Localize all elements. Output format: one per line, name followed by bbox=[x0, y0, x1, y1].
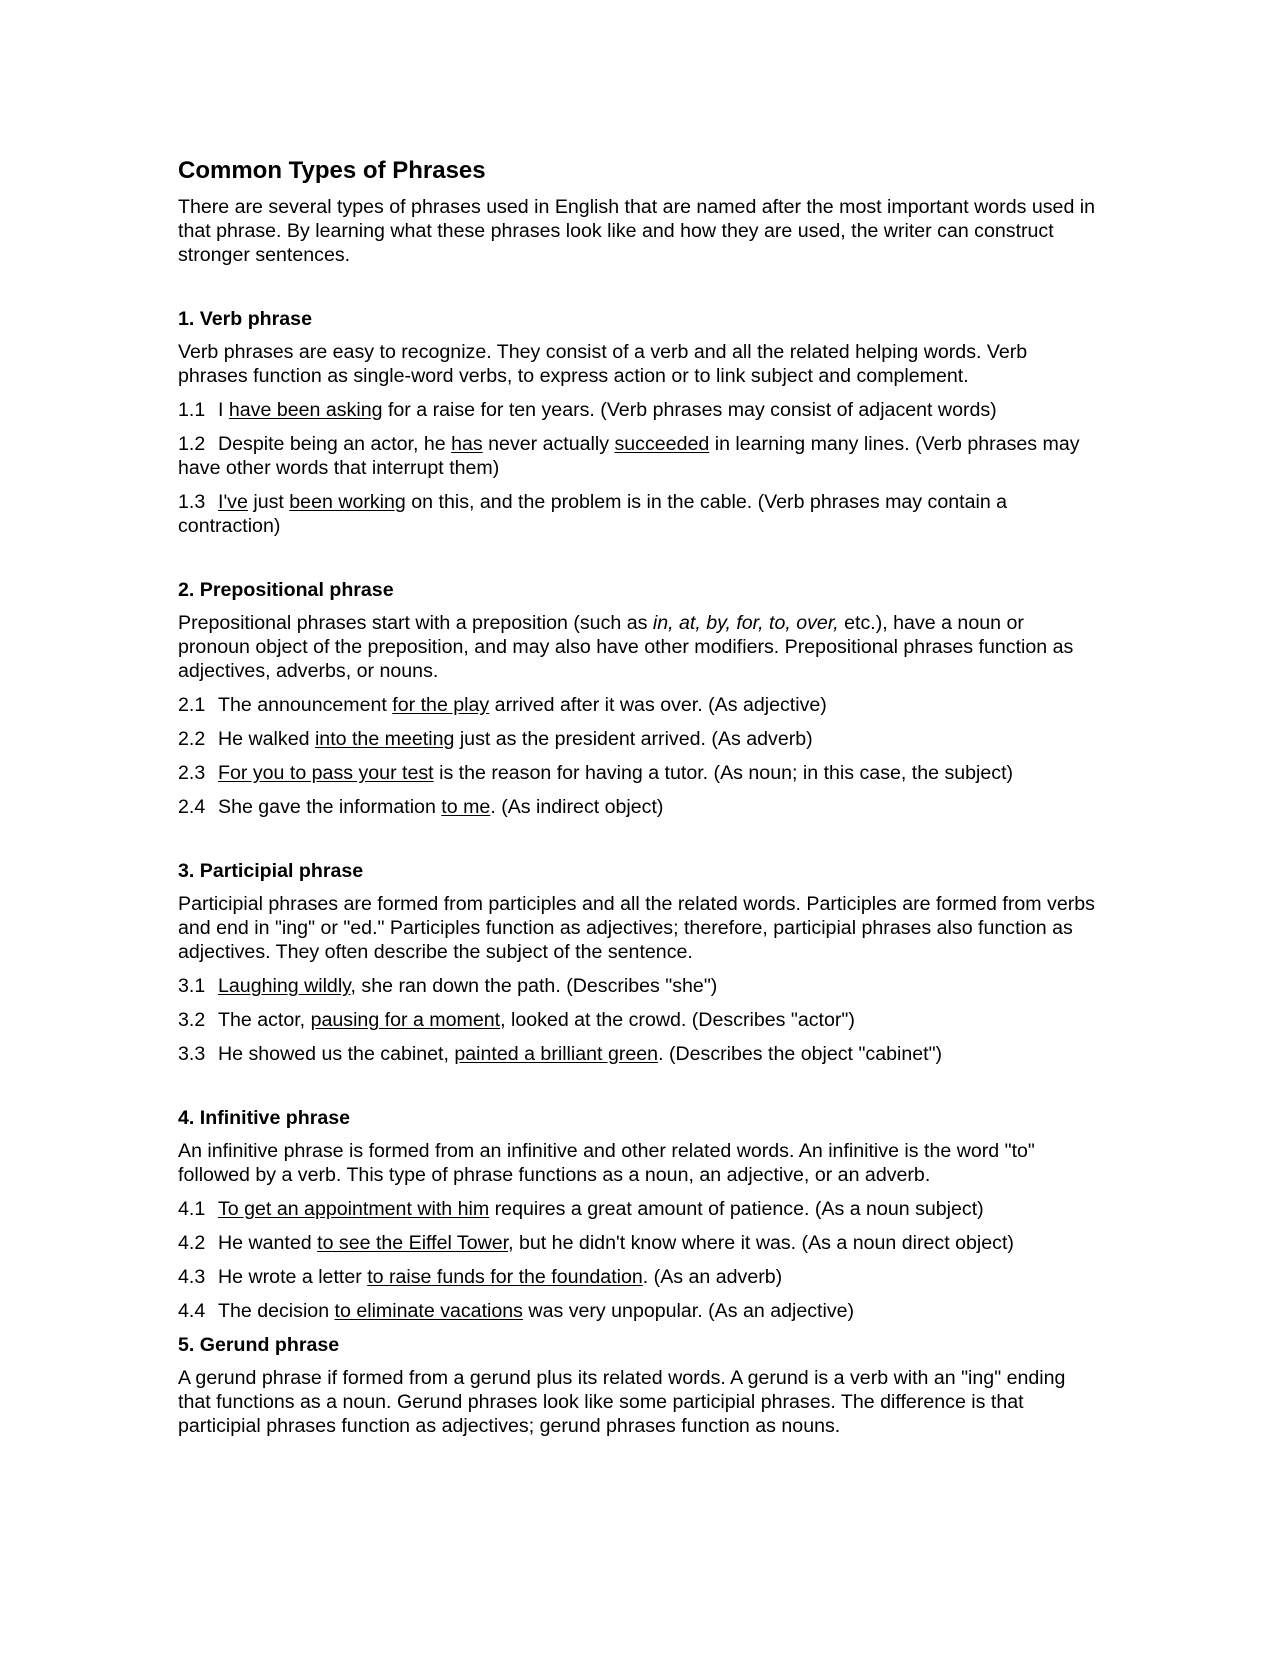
text-run: . (As indirect object) bbox=[490, 796, 664, 818]
text-run: , she ran down the path. (Describes "she") bbox=[350, 975, 718, 997]
example-sentence bbox=[178, 727, 1098, 751]
section-heading: 3. Participial phrase bbox=[178, 860, 364, 882]
underlined-phrase: to eliminate vacations bbox=[334, 1300, 523, 1322]
text-run: Despite being an actor, he bbox=[218, 433, 452, 455]
text-run: , but he didn't know where it was. (As a noun direct object) bbox=[508, 1232, 1014, 1254]
text-run: on this, and the problem is in the cable. (Verb phrases may contain a contraction) bbox=[178, 491, 1008, 537]
section bbox=[178, 578, 1098, 819]
example-sentence bbox=[178, 761, 1098, 785]
example-sentence bbox=[178, 1265, 1098, 1289]
sections-container bbox=[178, 277, 1098, 1438]
italic-text: in, at, by, for, to, over, bbox=[652, 612, 839, 634]
underlined-phrase: pausing for a moment bbox=[310, 1009, 501, 1031]
section bbox=[178, 1333, 1098, 1438]
text-run: The announcement bbox=[218, 694, 393, 716]
text-run: , looked at the crowd. (Describes "actor") bbox=[500, 1009, 855, 1031]
example-sentence bbox=[178, 1197, 1098, 1221]
example-number: 4.3 bbox=[178, 1266, 206, 1288]
example-number: 4.1 bbox=[178, 1198, 206, 1220]
underlined-phrase: to see the Eiffel Tower bbox=[317, 1232, 509, 1254]
section-spacer bbox=[178, 548, 1098, 578]
underlined-phrase: has bbox=[451, 433, 483, 455]
underlined-phrase: For you to pass your test bbox=[218, 762, 434, 784]
example-sentence bbox=[178, 795, 1098, 819]
section bbox=[178, 1106, 1098, 1323]
example-sentence bbox=[178, 490, 1098, 538]
example-sentence bbox=[178, 1008, 1098, 1032]
text-run: etc.), have a noun or pronoun object of the preposition, and may also have other modifiers. Prepositional phrases function as adjectives, adverbs, or nouns. bbox=[178, 612, 1074, 682]
example-number: 3.3 bbox=[178, 1043, 206, 1065]
underlined-phrase: been working bbox=[289, 491, 406, 513]
section bbox=[178, 859, 1098, 1066]
example-number: 2.3 bbox=[178, 762, 206, 784]
section-description bbox=[178, 611, 1098, 683]
example-number: 2.4 bbox=[178, 796, 206, 818]
section-spacer bbox=[178, 277, 1098, 307]
section-description: An infinitive phrase is formed from an infinitive and other related words. An infinitive is the word "to" followed by a verb. This type of phrase functions as a noun, an adjective, or an adverb. bbox=[178, 1140, 1035, 1186]
section-heading: 2. Prepositional phrase bbox=[178, 579, 394, 601]
section-spacer bbox=[178, 1076, 1098, 1106]
underlined-phrase: To get an appointment with him bbox=[218, 1198, 490, 1220]
underlined-phrase: have been asking bbox=[228, 399, 383, 421]
example-number: 4.2 bbox=[178, 1232, 206, 1254]
section-heading: 1. Verb phrase bbox=[178, 308, 312, 330]
text-run: I bbox=[218, 399, 229, 421]
underlined-phrase: to raise funds for the foundation bbox=[367, 1266, 643, 1288]
text-run: arrived after it was over. (As adjective) bbox=[489, 694, 827, 716]
text-run: He showed us the cabinet, bbox=[218, 1043, 455, 1065]
section-heading: 5. Gerund phrase bbox=[178, 1334, 340, 1356]
underlined-phrase: to me bbox=[441, 796, 491, 818]
example-sentence bbox=[178, 1299, 1098, 1323]
underlined-phrase: painted a brilliant green bbox=[454, 1043, 659, 1065]
text-run: He wanted bbox=[218, 1232, 318, 1254]
example-sentence bbox=[178, 398, 1098, 422]
text-run: . (Describes the object "cabinet") bbox=[658, 1043, 943, 1065]
section-description: Verb phrases are easy to recognize. They consist of a verb and all the related helping words. Verb phrases function as single-word verbs, to express action or to link subject and complement. bbox=[178, 341, 1028, 387]
text-run: for a raise for ten years. (Verb phrases may consist of adjacent words) bbox=[382, 399, 997, 421]
section-heading: 4. Infinitive phrase bbox=[178, 1107, 351, 1129]
text-run: just bbox=[247, 491, 290, 513]
example-number: 2.1 bbox=[178, 694, 206, 716]
text-run: never actually bbox=[482, 433, 615, 455]
example-sentence bbox=[178, 974, 1098, 998]
example-number: 2.2 bbox=[178, 728, 206, 750]
example-sentence bbox=[178, 693, 1098, 717]
text-run: requires a great amount of patience. (As a noun subject) bbox=[489, 1198, 984, 1220]
document-content bbox=[178, 156, 1098, 1448]
example-number: 1.3 bbox=[178, 491, 206, 513]
intro-paragraph: There are several types of phrases used in English that are named after the most important words used in that phrase. By learning what these phrases look like and how they are used, the writer can construct stronger sentences. bbox=[178, 196, 1096, 266]
underlined-phrase: for the play bbox=[392, 694, 490, 716]
text-run: was very unpopular. (As an adjective) bbox=[522, 1300, 855, 1322]
example-number: 1.2 bbox=[178, 433, 206, 455]
example-sentence bbox=[178, 432, 1098, 480]
section-description: Participial phrases are formed from participles and all the related words. Participles are formed from verbs and end in "ing" or "ed." Participles function as adjectives; therefore, participial phrases also function as adjectives. They often describe the subject of the sentence. bbox=[178, 893, 1095, 963]
example-number: 4.4 bbox=[178, 1300, 206, 1322]
underlined-phrase: I've bbox=[218, 491, 248, 513]
example-sentence bbox=[178, 1231, 1098, 1255]
page-title: Common Types of Phrases bbox=[178, 157, 486, 184]
example-number: 3.2 bbox=[178, 1009, 206, 1031]
section-description: A gerund phrase if formed from a gerund plus its related words. A gerund is a verb with an "ing" ending that functions as a noun. Gerund phrases look like some participial phrases. The difference is that participial phrases function as adjectives; gerund phrases function as nouns. bbox=[178, 1367, 1066, 1437]
example-number: 1.1 bbox=[178, 399, 206, 421]
section-spacer bbox=[178, 829, 1098, 859]
underlined-phrase: into the meeting bbox=[314, 728, 455, 750]
example-sentence bbox=[178, 1042, 1098, 1066]
text-run: . (As an adverb) bbox=[642, 1266, 783, 1288]
text-run: The decision bbox=[218, 1300, 335, 1322]
section bbox=[178, 307, 1098, 538]
underlined-phrase: Laughing wildly bbox=[218, 975, 351, 997]
text-run: He walked bbox=[218, 728, 315, 750]
text-run: just as the president arrived. (As adverb) bbox=[454, 728, 813, 750]
example-number: 3.1 bbox=[178, 975, 206, 997]
text-run: Prepositional phrases start with a preposition (such as bbox=[178, 612, 653, 634]
text-run: The actor, bbox=[218, 1009, 311, 1031]
text-run: She gave the information bbox=[218, 796, 442, 818]
text-run: He wrote a letter bbox=[218, 1266, 368, 1288]
text-run: in learning many lines. (Verb phrases may have other words that interrupt them) bbox=[178, 433, 1080, 479]
underlined-phrase: succeeded bbox=[614, 433, 710, 455]
text-run: is the reason for having a tutor. (As noun; in this case, the subject) bbox=[433, 762, 1014, 784]
